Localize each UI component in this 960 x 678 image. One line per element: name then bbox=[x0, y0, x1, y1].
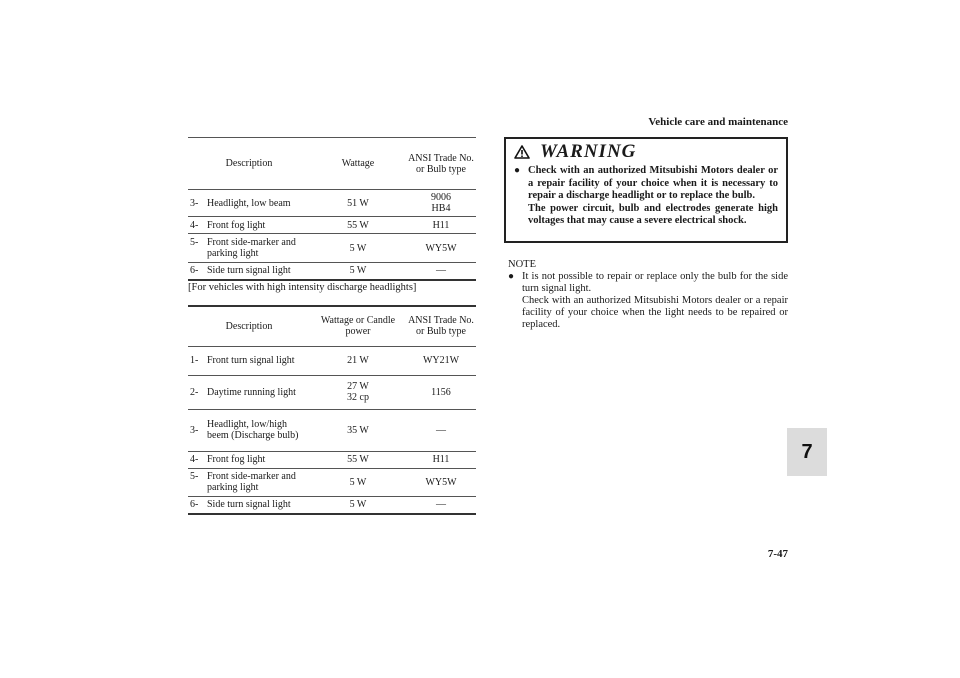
row-description: Side turn signal light bbox=[207, 499, 291, 511]
row-wattage: 5 W bbox=[310, 234, 406, 263]
table-row bbox=[188, 451, 476, 468]
column-header-ansi: ANSI Trade No. or Bulb type bbox=[406, 138, 476, 190]
row-description: Front turn signal light bbox=[207, 355, 295, 366]
row-description: Headlight, low/high beem (Discharge bulb) bbox=[207, 419, 299, 441]
row-ansi-code: H11 bbox=[406, 451, 476, 468]
row-ansi-code: 9006 bbox=[431, 192, 451, 203]
row-ansi-code: — bbox=[406, 496, 476, 514]
section-header-title: Vehicle care and maintenance bbox=[648, 116, 788, 128]
row-number: 6- bbox=[190, 499, 199, 511]
row-wattage: 5 W bbox=[310, 496, 406, 514]
row-number: 6- bbox=[190, 265, 199, 277]
table-row bbox=[188, 234, 476, 263]
hid-bulb-spec-table bbox=[188, 305, 476, 515]
row-description: Front side-marker and parking light bbox=[207, 237, 296, 259]
table-row bbox=[188, 190, 476, 217]
table-row bbox=[188, 263, 476, 280]
table-row bbox=[188, 409, 476, 451]
row-ansi-code: 1156 bbox=[406, 375, 476, 409]
row-description: Front side-marker and parking light bbox=[207, 471, 296, 493]
row-wattage: 27 W bbox=[347, 381, 369, 392]
table-row bbox=[188, 375, 476, 409]
row-candle-power: 32 cp bbox=[347, 392, 369, 403]
row-number: 5- bbox=[190, 237, 199, 248]
row-description: Side turn signal light bbox=[207, 265, 291, 277]
column-header-ansi: ANSI Trade No. or Bulb type bbox=[406, 306, 476, 346]
warning-title: WARNING bbox=[540, 141, 637, 162]
page-number: 7-47 bbox=[767, 548, 788, 560]
row-number: 2- bbox=[190, 386, 199, 398]
row-description: Front fog light bbox=[207, 219, 266, 231]
bullet-icon: ● bbox=[514, 165, 521, 176]
warning-header bbox=[506, 139, 786, 165]
row-description: Headlight, low beam bbox=[207, 197, 291, 209]
column-header-wattage: Wattage or Candle power bbox=[310, 306, 406, 346]
note-section bbox=[508, 259, 788, 331]
row-ansi-code-alt: HB4 bbox=[431, 203, 451, 214]
column-header-wattage: Wattage bbox=[310, 138, 406, 190]
table-row bbox=[188, 496, 476, 514]
note-label: NOTE bbox=[508, 259, 536, 270]
row-number: 3- bbox=[190, 424, 199, 436]
row-ansi-code: WY5W bbox=[406, 468, 476, 496]
bulb-spec-table bbox=[188, 137, 476, 281]
row-number: 4- bbox=[190, 219, 199, 231]
row-ansi-code: WY5W bbox=[406, 234, 476, 263]
row-wattage: 5 W bbox=[310, 468, 406, 496]
row-ansi-code: H11 bbox=[406, 217, 476, 234]
row-number: 3- bbox=[190, 197, 199, 209]
warning-text: Check with an authorized Mitsubishi Motors dealer or a repair facility of your choice when it is necessary to repair a discharge headlight or to replace the bulb. bbox=[528, 165, 778, 201]
row-number: 5- bbox=[190, 471, 199, 482]
warning-text-secondary: The power circuit, bulb and electrodes generate high voltages that may cause a severe electrical shock. bbox=[528, 202, 778, 226]
warning-content bbox=[506, 165, 786, 228]
row-number: 1- bbox=[190, 355, 199, 366]
row-wattage: 55 W bbox=[310, 217, 406, 234]
note-text-secondary: Check with an authorized Mitsubishi Motors dealer or a repair facility of your choice when the light needs to be repaired or replaced. bbox=[522, 295, 788, 330]
row-number: 4- bbox=[190, 454, 199, 465]
note-text: It is not possible to repair or replace only the bulb for the side turn signal light. bbox=[522, 271, 788, 294]
warning-box bbox=[504, 137, 788, 243]
table-row bbox=[188, 217, 476, 234]
row-ansi-code: WY21W bbox=[406, 346, 476, 375]
row-wattage: 51 W bbox=[310, 190, 406, 217]
column-header-description: Description bbox=[188, 306, 310, 346]
chapter-tab: 7 bbox=[787, 428, 827, 476]
row-wattage: 35 W bbox=[310, 409, 406, 451]
table-row bbox=[188, 346, 476, 375]
table-caption: [For vehicles with high intensity discharge headlights] bbox=[188, 282, 417, 293]
column-header-description: Description bbox=[188, 138, 310, 190]
row-description: Front fog light bbox=[207, 454, 266, 465]
row-wattage: 55 W bbox=[310, 451, 406, 468]
row-ansi-code: — bbox=[406, 263, 476, 280]
bullet-icon: ● bbox=[508, 271, 515, 282]
row-description: Daytime running light bbox=[207, 386, 296, 398]
table-row bbox=[188, 468, 476, 496]
row-wattage: 5 W bbox=[310, 263, 406, 280]
row-wattage: 21 W bbox=[310, 346, 406, 375]
warning-triangle-icon bbox=[514, 145, 530, 159]
row-ansi-code: — bbox=[406, 409, 476, 451]
